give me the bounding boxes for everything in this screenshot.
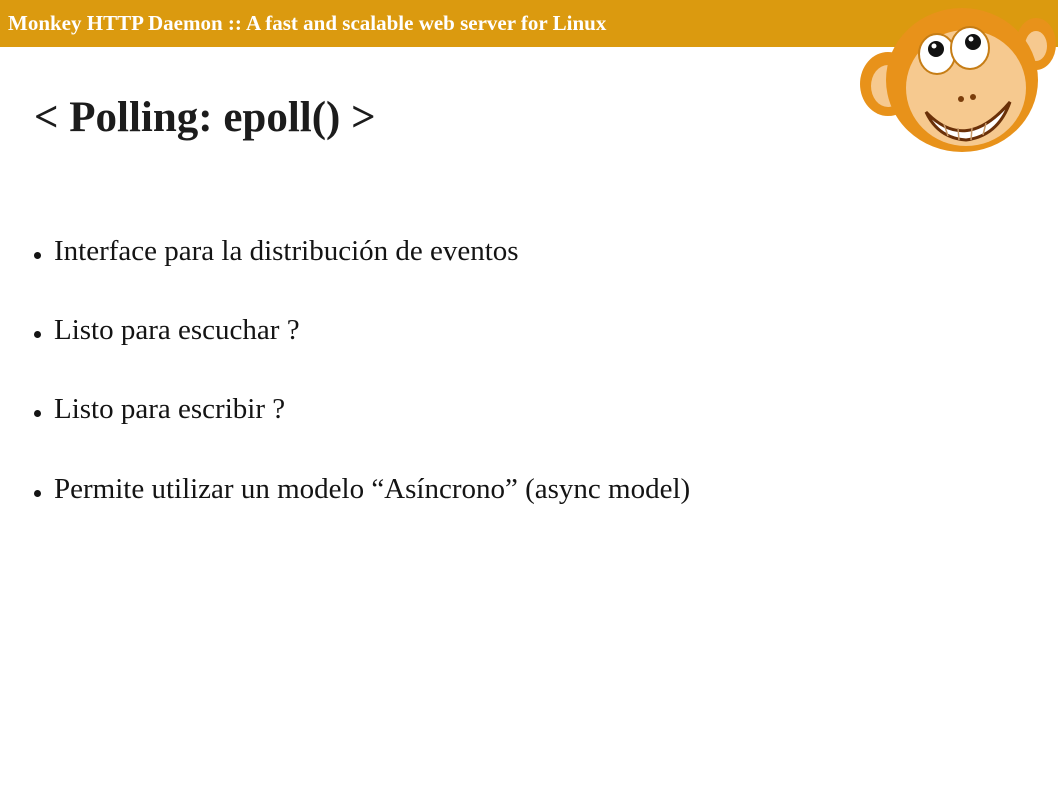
bullet-text: Listo para escuchar ? — [54, 314, 300, 346]
slide-title: < Polling: epoll() > — [34, 94, 376, 141]
bullet-text: Listo para escribir ? — [54, 393, 286, 425]
bullet-dot-icon — [34, 331, 41, 338]
bullet-dot-icon — [34, 490, 41, 497]
bullet-dot-icon — [34, 410, 41, 417]
monkey-logo — [858, 2, 1058, 162]
bullet-text: Interface para la distribución de eventos — [54, 235, 519, 267]
bullet-dot-icon — [34, 252, 41, 259]
header-title: Monkey HTTP Daemon :: A fast and scalable web server for Linux — [8, 11, 607, 35]
bullet-text: Permite utilizar un modelo “Asíncrono” (async model) — [54, 473, 691, 505]
